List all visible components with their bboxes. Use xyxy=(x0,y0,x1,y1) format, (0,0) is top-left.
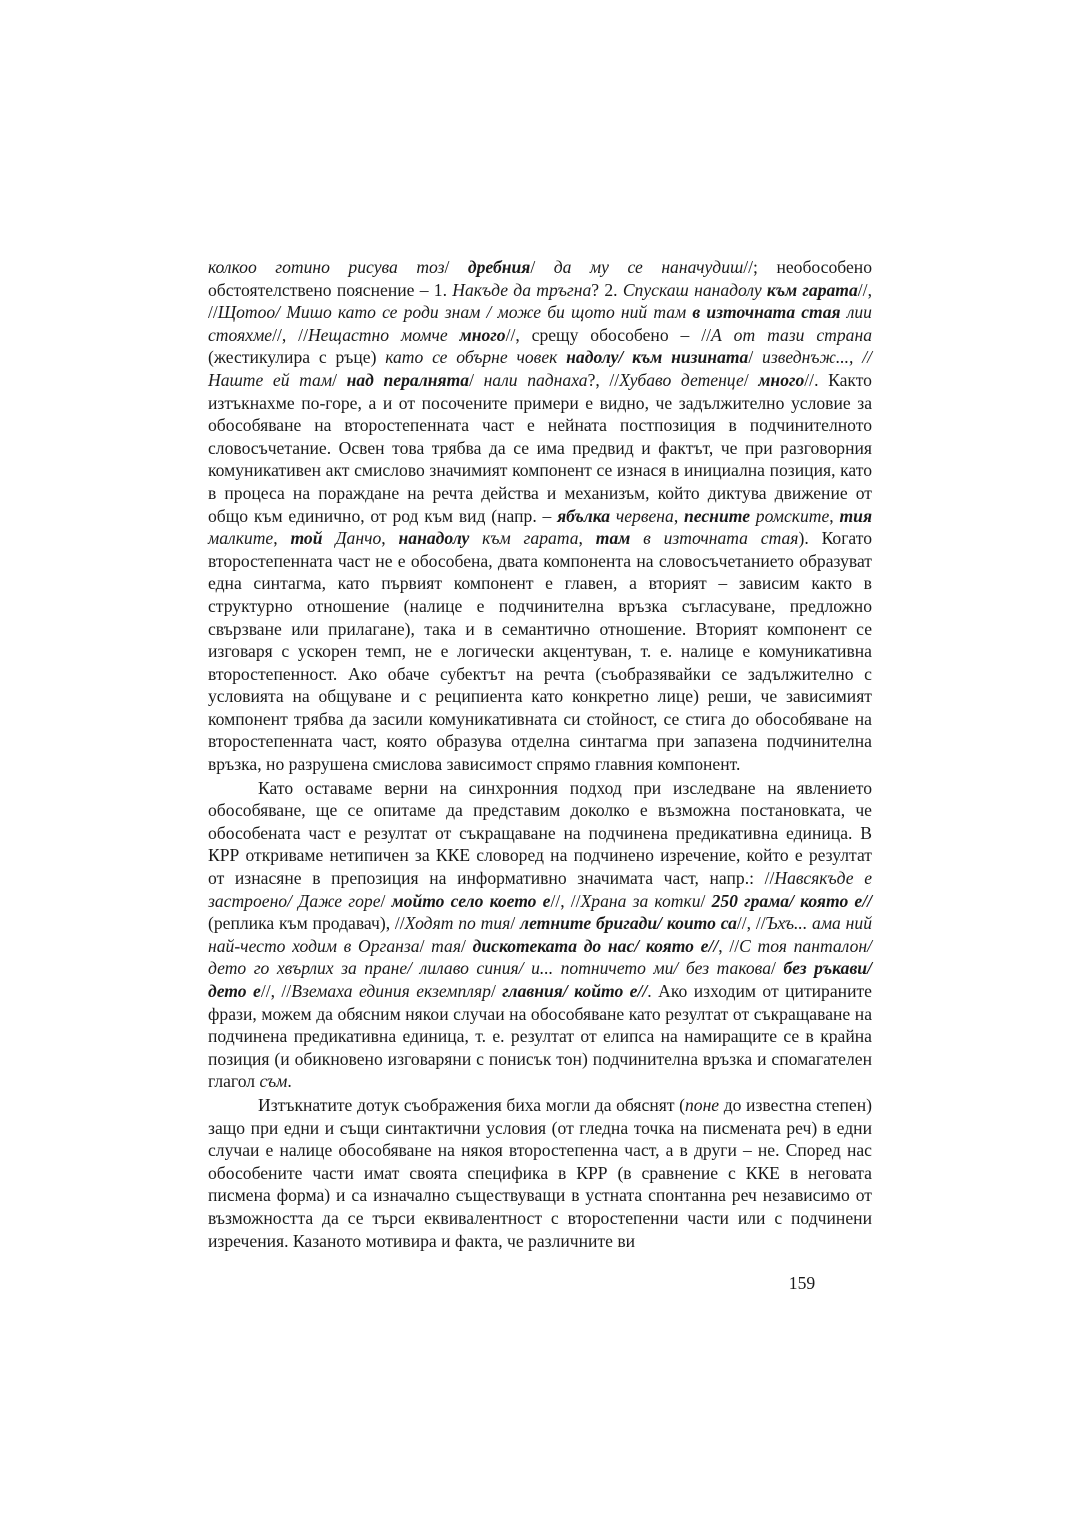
italic-run: С тоя панталон/ дето го хвърлих за пране/ лилаво синия/ и... потничето ми/ без такова xyxy=(208,935,872,979)
bold-italic-run: много xyxy=(459,324,506,345)
bold-italic-run: надолу/ към низината xyxy=(566,347,749,368)
text-run: (жестикулира с ръце) xyxy=(208,347,386,368)
text-run: //, срещу обособено – // xyxy=(505,324,712,345)
italic-run: като се обърне човек xyxy=(385,347,567,368)
bold-italic-run: тия xyxy=(839,505,873,526)
italic-run: Спускаш нанадолу xyxy=(622,279,767,300)
italic-run: Нещастно момче xyxy=(307,324,460,345)
bold-italic-run: дискотеката до нас/ която е// xyxy=(472,935,719,956)
italic-run: Ъхъ... ама ний най-често ходим в Органза xyxy=(208,913,872,956)
text-run: //, // xyxy=(736,913,766,934)
italic-run: Храна за котки xyxy=(580,890,701,911)
italic-run: Данчо xyxy=(322,528,382,549)
bold-italic-run: главния/ който е// xyxy=(502,981,648,1001)
italic-run: Вземаха единия екземпляр xyxy=(291,981,491,1001)
text-run: (реплика към продавач), // xyxy=(208,913,405,934)
italic-run: в източната стая xyxy=(630,528,799,549)
text-run: / xyxy=(748,347,763,368)
bold-italic-run: там xyxy=(595,528,631,549)
text-run: / xyxy=(530,257,554,277)
bold-italic-run: над пералнята xyxy=(346,369,470,390)
text-run: / xyxy=(771,958,784,979)
paragraph xyxy=(208,777,872,1093)
text-run: Като оставаме верни на синхронния подход при изследване на явлението обособяване, ще се опитаме да представим доколко е възможна постановката, че обособената част е резултат от съкращаване на подчинена предикативна единица. В КРР откриваме нетипичен за ККЕ словоред на подчинено изречение, който е резултат от изнасяне в препозиция на информативно значимата част, напр.: // xyxy=(208,777,872,889)
bold-italic-run: към гарата xyxy=(766,279,858,300)
italic-run: червена xyxy=(610,505,674,526)
text-run: , xyxy=(578,528,596,549)
italic-run: Ходят по тия xyxy=(404,913,511,934)
text-run: //; необособено обстоятелствено пояснение – 1. xyxy=(208,257,872,300)
text-run: / xyxy=(743,369,759,390)
text-run: ?, // xyxy=(587,369,620,390)
text-run: //, // xyxy=(260,981,292,1001)
text-run: ). Когато второстепенната част не е обособена, двата компонента на словосъчетанието образуват една синтагма, като първият компонент е главен, а вторият – зависим както в структурно отношение (налице е подчинителна връзка съгласуване, предложно свързване или прилагане), така и в семантично отношение. Вторият компонент се изговаря с ускорен темп, не е логически акцентуван, т. е. налице е комуникативна второстепенност. Ако обаче субектът на речта (съобразявайки се задължително с условията на общуване и с реципиента като конкретно лице) реши, че зависимият компонент трябва да засили комуникативната си стойност, се стига до обособяване на второстепенната част, която образува отделна синтагма при запазена подчинителна връзка, но разрушена смислова зависимост спрямо главния компонент. xyxy=(208,528,873,775)
italic-run: малките xyxy=(208,528,274,549)
bold-italic-run: песните xyxy=(684,505,751,526)
text-run: / xyxy=(444,257,468,277)
bold-italic-run: много xyxy=(758,369,805,390)
italic-run: лии стояхме xyxy=(208,302,872,345)
paragraph xyxy=(208,1094,872,1252)
bold-italic-run: ябълка xyxy=(557,505,611,526)
text-run: , xyxy=(829,505,840,526)
bold-italic-run: 250 грама/ която е// xyxy=(711,890,872,911)
bold-italic-run: нанадолу xyxy=(398,528,470,549)
italic-run: да му се наначудиш xyxy=(553,257,744,277)
paragraph xyxy=(208,256,872,776)
italic-run: Хубаво детенце xyxy=(619,369,744,390)
italic-run: тая xyxy=(431,935,462,956)
text-run: //, // xyxy=(208,279,872,323)
text-run: / xyxy=(490,981,503,1001)
text-run: , // xyxy=(718,935,740,956)
bold-italic-run: летните бригади/ които са xyxy=(520,913,737,934)
text-run: / xyxy=(461,935,473,956)
italic-run: Навсякъде е застроено/ Даже горе xyxy=(208,868,873,911)
text-run: / xyxy=(700,890,712,911)
italic-run: поне xyxy=(684,1094,720,1115)
page-body xyxy=(208,256,872,1252)
text-run: //, // xyxy=(272,324,308,345)
bold-italic-run: в източната стая xyxy=(692,302,841,323)
bold-italic-run: без ръкави/ дето е xyxy=(208,958,872,1001)
italic-run: нали паднаха xyxy=(483,369,588,390)
italic-run: Щотоо/ Мишо като се роди знам / може би щото ний там xyxy=(217,302,693,323)
text-run: . xyxy=(287,1071,292,1092)
bold-italic-run: той xyxy=(290,528,323,549)
text-run: / xyxy=(380,890,392,911)
text-run: / xyxy=(419,935,432,956)
text-run: / xyxy=(469,369,484,390)
text-run: , xyxy=(673,505,685,526)
text-run: ? 2. xyxy=(591,279,623,300)
text-run: до известна степен) защо при едни и същи синтактични условия (от гледна точка на писмената реч) в едни случаи е налице обособяване на някоя второстепенна част, а в други – не. Според нас обособените части имат своята специфика в КРР (в сравнение с ККЕ в неговата писмена форма) и са изначално съществуващи в устната спонтанна реч независимо от възможността да се търси еквивалентност с второстепенни части или с подчинени изречения. Казаното мотивира и факта, че различните ви xyxy=(208,1094,872,1251)
text-run: , xyxy=(273,528,291,549)
italic-run: съм xyxy=(259,1071,288,1092)
bold-italic-run: мойто село което е xyxy=(391,890,551,911)
text-run: Изтъкнатите дотук съображения биха могли да обяснят ( xyxy=(258,1094,685,1115)
italic-run: изведнъж..., //Наште ей там xyxy=(208,347,872,390)
text-run: , xyxy=(381,528,399,549)
bold-italic-run: дребния xyxy=(467,257,531,277)
text-run: . Ако изходим от цитираните фрази, можем да обясним някои случаи на обособяване като резултат от съкращаване на подчинена предикативна единица, т. е. резултат от елипса на намиращите се в крайна позиция (и обикновено изговаряни с понисък тон) подчинителна връзка и спомагателен глагол xyxy=(208,981,872,1092)
italic-run: ромските xyxy=(750,505,830,526)
text-run: / xyxy=(332,369,347,390)
text-run: / xyxy=(510,913,521,934)
page-number: 159 xyxy=(788,1273,816,1293)
italic-run: А от тази страна xyxy=(711,324,872,345)
italic-run: към гарата xyxy=(469,528,579,549)
italic-run: Накъде да тръгна xyxy=(452,279,592,300)
text-run: //. Както изтъкнахме по-горе, а и от посочените примери е видно, че задължително условие за обособяване на второстепенната част е нейната постпозиция в подчинителното словосъчетание. Освен това трябва да се има предвид и фактът, че при разговорния комуникативен акт смислово значимият компонент се изнася в инициална позиция, като в процеса на пораждане на речта действа и механизъм, който диктува движение от общо към единично, от род към вид (напр. – xyxy=(208,369,872,526)
text-run: //, // xyxy=(550,890,581,911)
italic-run: колкоо готино рисува тоз xyxy=(208,257,445,277)
